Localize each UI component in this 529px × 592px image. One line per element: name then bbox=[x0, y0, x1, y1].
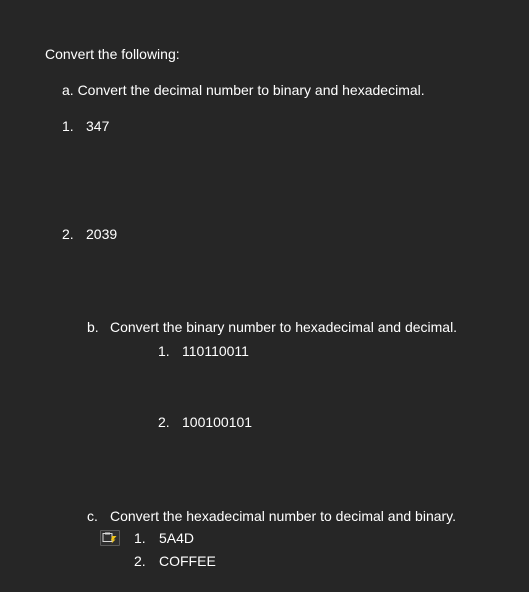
list-item bbox=[134, 552, 216, 570]
list-value: 5A4D bbox=[159, 530, 195, 546]
list-value: 100100101 bbox=[182, 414, 253, 430]
list-value: COFFEE bbox=[159, 553, 216, 569]
list-marker: b. bbox=[87, 319, 99, 335]
list-marker: 2. bbox=[134, 553, 146, 569]
list-marker: c. bbox=[87, 508, 98, 524]
list-item bbox=[62, 225, 117, 243]
list-marker: 2. bbox=[62, 226, 74, 242]
list-item bbox=[134, 529, 194, 547]
part-b-title-text: Convert the binary number to hexadecimal and decimal. bbox=[110, 319, 458, 335]
list-marker: 2. bbox=[158, 414, 170, 430]
heading: Convert the following: bbox=[45, 46, 180, 62]
part-c-title bbox=[87, 507, 456, 525]
list-item bbox=[158, 413, 252, 431]
paste-options-icon-graphic bbox=[102, 532, 118, 544]
list-marker: 1. bbox=[62, 118, 74, 134]
list-item bbox=[62, 117, 109, 135]
list-item bbox=[158, 342, 249, 360]
list-marker: 1. bbox=[134, 530, 146, 546]
list-value: 110110011 bbox=[182, 343, 249, 359]
list-marker: 1. bbox=[158, 343, 170, 359]
list-value: 2039 bbox=[86, 226, 118, 242]
paste-options-icon[interactable] bbox=[100, 530, 120, 546]
part-c-title-text: Convert the hexadecimal number to decimal and binary. bbox=[110, 508, 457, 524]
list-value: 347 bbox=[86, 118, 110, 134]
part-a-title: a. Convert the decimal number to binary and hexadecimal. bbox=[62, 82, 425, 98]
part-b-title bbox=[87, 318, 457, 336]
